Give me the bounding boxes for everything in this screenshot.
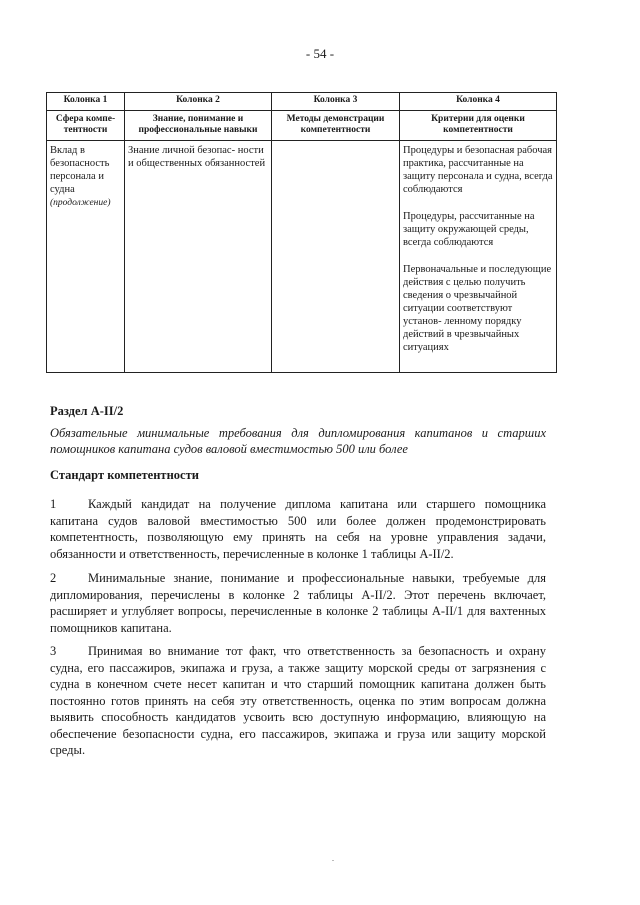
paragraph-1 <box>50 496 546 562</box>
column-names-row <box>47 93 557 111</box>
column-name-1: Колонка 1 <box>47 93 125 111</box>
competence-table <box>46 92 557 373</box>
paragraph-text: Принимая во внимание тот факт, что ответственность за безопасность и охрану судна, его пассажиров, экипажа и груза, а также защиту морской среды от загрязнения с судна в конечном счете несет капитан и что старший помощник капитана должен быть постоянно готов принять на себя эту ответственность, оценка по этим вопросам должна выявить способность кандидатов усвоить всю доступную информацию, влияющую на обеспечение безопасности судна, его пассажиров, экипажа и груза или защиту морской среды. <box>50 644 546 757</box>
table-row <box>47 141 557 373</box>
section-title: Раздел А-II/2 <box>50 404 124 418</box>
header-criteria: Критерии для оценки компетентности <box>400 111 557 141</box>
paragraph-number: 1 <box>50 497 57 511</box>
paragraph-number: 3 <box>50 644 57 658</box>
paragraph-3 <box>50 643 546 759</box>
column-name-2: Колонка 2 <box>125 93 272 111</box>
scan-speck <box>332 860 334 861</box>
criteria-item: Процедуры и безопасная рабочая практика, рассчитанные на защиту персонала и судна, всегда соблюдаются <box>403 145 553 195</box>
criteria-item: Первоначальные и последующие действия с целью получить сведения о чрезвычайной ситуации соответствуют установ- ленному порядку действий в чрезвычайных ситуациях <box>403 264 552 353</box>
cell-criteria <box>400 141 557 373</box>
cell-knowledge: Знание личной безопас- ности и общественных обязанностей <box>125 141 272 373</box>
header-row <box>47 111 557 141</box>
continuation-note: (продолжение) <box>50 198 111 208</box>
paragraph-text: Минимальные знание, понимание и профессиональные навыки, требуемые для дипломирования, перечислены в колонке 2 таблицы А-II/2. Этот перечень включает, расширяет и углубляет вопросы, перечисленные в колонке 2 таблицы А-II/1 для вахтенных помощников капитана. <box>50 571 546 635</box>
paragraph-text: Каждый кандидат на получение диплома капитана или старшего помощника капитана судов валовой вместимостью 500 или более должен продемонстрировать компетентность, позволяющую ему принять на себя на уровне управления задачи, обязанности и ответственность, перечисленные в колонке 1 таблицы А-II/2. <box>50 497 546 561</box>
header-methods: Методы демонстрации компетентности <box>272 111 400 141</box>
cell-methods <box>272 141 400 373</box>
column-name-3: Колонка 3 <box>272 93 400 111</box>
cell-competence <box>47 141 125 373</box>
criteria-item: Процедуры, рассчитанные на защиту окружающей среды, всегда соблюдаются <box>403 211 535 248</box>
paragraph-number: 2 <box>50 571 57 585</box>
standard-title: Стандарт компетентности <box>50 468 199 482</box>
header-competence: Сфера компе- тентности <box>47 111 125 141</box>
section-subtitle: Обязательные минимальные требования для дипломирования капитанов и старших помощников капитана судов валовой вместимостью 500 или более <box>50 426 546 456</box>
paragraph-2 <box>50 570 546 636</box>
competence-text: Вклад в безопасность персонала и судна <box>50 145 110 195</box>
column-name-4: Колонка 4 <box>400 93 557 111</box>
page-number: - 54 - <box>305 46 335 61</box>
header-knowledge: Знание, понимание и профессиональные навыки <box>125 111 272 141</box>
